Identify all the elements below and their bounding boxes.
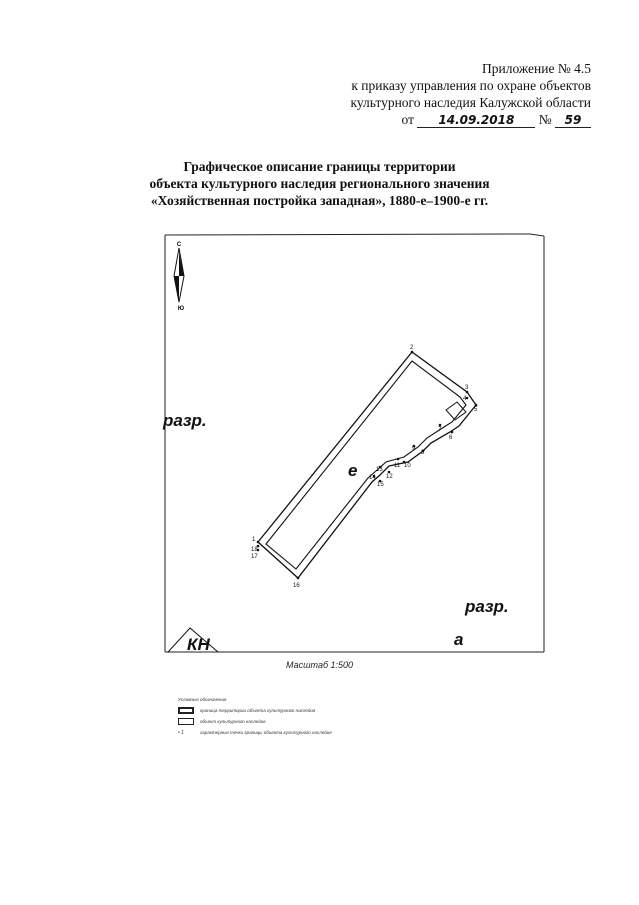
right-area-label: разр.: [465, 597, 509, 616]
point-marker-number: 1: [181, 729, 184, 736]
legend-item: [178, 716, 332, 727]
point-label: 8: [421, 450, 425, 456]
object-swatch-icon: [178, 718, 194, 725]
point-label: 9: [412, 446, 416, 452]
map-legend: [178, 697, 332, 738]
number-label: №: [538, 112, 552, 127]
point-label: 7: [438, 427, 442, 433]
legend-item-label: характерные точки границы объекта культурного наследия: [200, 730, 332, 735]
north-letter: С: [176, 242, 182, 248]
legend-item-label: объект культурного наследия: [200, 719, 266, 724]
point-label: 14: [369, 475, 376, 481]
legend-item: [178, 727, 332, 738]
center-area-label: е: [348, 461, 358, 480]
point-label: 15: [377, 482, 384, 488]
order-date: 14.09.2018: [417, 114, 535, 128]
corner-label: КН: [187, 635, 210, 654]
title-line-2: объекта культурного наследия регионального значения: [149, 176, 490, 191]
point-label: 10: [404, 463, 411, 469]
point-label: 1: [252, 537, 256, 543]
territory-boundary: [258, 352, 476, 578]
map-frame: [165, 234, 544, 652]
point-label: 3: [465, 385, 469, 391]
bottom-area-label: а: [454, 630, 464, 649]
left-area-label: разр.: [163, 411, 207, 430]
legend-item-label: граница территории объекта культурного наследия: [200, 708, 316, 713]
point-label: 5: [474, 407, 478, 413]
point-label: 6: [449, 435, 453, 441]
point-label: 13: [376, 467, 383, 473]
point-label: 4: [463, 396, 467, 402]
title-line-3: «Хозяйственная постройка западная», 1880-е–1900-е гг.: [150, 193, 489, 208]
from-label: от: [401, 112, 414, 127]
point-label: 2: [410, 345, 414, 351]
cadastral-corner-mark: [168, 628, 218, 654]
annex-line-region: культурного наследия Калужской области: [350, 95, 591, 110]
point-marker-icon: • 1: [178, 729, 184, 736]
point-label: 11: [394, 463, 401, 469]
heritage-object-outline: [266, 361, 466, 569]
annex-line-order: к приказу управления по охране объектов: [351, 78, 591, 93]
boundary-swatch-icon: [178, 707, 194, 714]
point-label: 18: [251, 547, 258, 553]
point-label: 17: [251, 554, 258, 560]
legend-title: Условные обозначения: [178, 697, 227, 702]
point-label: 12: [386, 474, 393, 480]
south-letter: Ю: [177, 306, 185, 312]
order-number: 59: [555, 114, 591, 128]
annex-title: Приложение № 4.5: [482, 61, 591, 76]
point-label: 16: [293, 583, 300, 589]
map-scale: Масштаб 1:500: [285, 660, 354, 670]
north-arrow-icon: [174, 242, 184, 312]
title-line-1: Графическое описание границы территории: [183, 159, 456, 174]
legend-item: [178, 705, 332, 716]
